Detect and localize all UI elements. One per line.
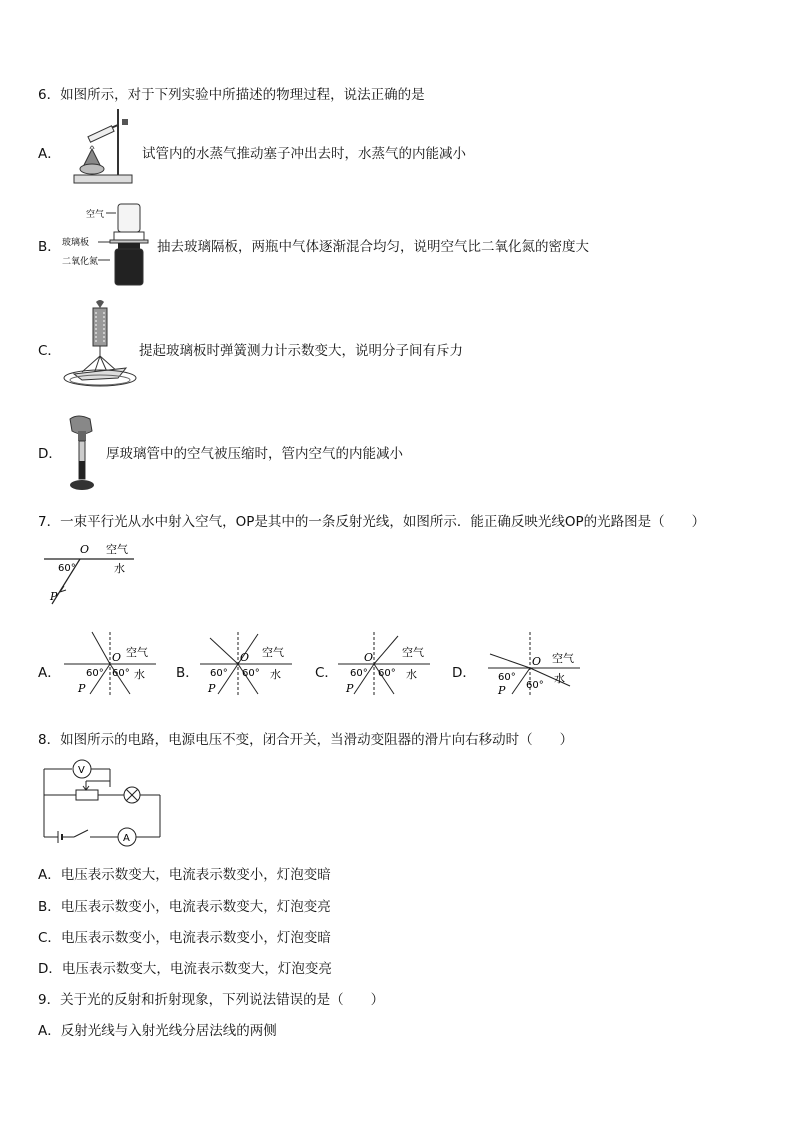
option-8d-letter: D． — [38, 961, 62, 977]
label-p: P — [78, 682, 86, 695]
option-8a-letter: A． — [38, 867, 61, 883]
option-6b-letter: B． — [38, 239, 61, 255]
option-6c-text: 提起玻璃板时弹簧测力计示数变大，说明分子间有斥力 — [139, 343, 463, 359]
option-7a-diagram[interactable] — [60, 628, 160, 698]
option-7b-diagram[interactable] — [196, 628, 296, 698]
label-water: 水 — [114, 562, 125, 575]
label-water: 水 — [270, 668, 281, 681]
label-glass-plate: 玻璃板 — [62, 238, 90, 248]
label-air: 空气 — [126, 646, 148, 659]
label-water: 水 — [406, 668, 417, 681]
label-air: 空气 — [552, 652, 574, 665]
label-angle-left: 60° — [86, 668, 104, 679]
label-angle-left: 60° — [350, 668, 368, 679]
label-air: 空气 — [262, 646, 284, 659]
label-angle-left: 60° — [210, 668, 228, 679]
question-6-stem: 6．如图所示，对于下列实验中所描述的物理过程，说法正确的是 — [38, 87, 425, 103]
option-8d[interactable] — [38, 957, 332, 977]
label-p: P — [346, 682, 354, 695]
label-o: O — [240, 651, 250, 664]
option-7a-letter: A． — [38, 665, 61, 681]
option-6a-letter: A． — [38, 146, 61, 162]
label-air: 空气 — [106, 543, 128, 556]
option-6c-letter: C． — [38, 343, 61, 359]
option-8b-letter: B． — [38, 899, 61, 915]
ammeter-label: A — [123, 833, 130, 844]
question-8-stem: 8．如图所示的电路，电源电压不变，闭合开关，当滑动变阻器的滑片向右移动时（ ） — [38, 732, 574, 748]
voltmeter-label: V — [78, 765, 85, 776]
option-8d-text: 电压表示数变大，电流表示数变大，灯泡变亮 — [61, 961, 332, 977]
option-7d-letter: D． — [452, 665, 476, 681]
test-tube-steam-figure — [70, 105, 140, 187]
option-8c-letter: C． — [38, 930, 61, 946]
label-water: 水 — [554, 672, 565, 685]
reflected-ray-op-figure — [38, 538, 148, 612]
option-9a-text: 反射光线与入射光线分居法线的两侧 — [60, 1023, 277, 1039]
label-o: O — [364, 651, 374, 664]
circuit-diagram — [38, 757, 166, 847]
option-9a[interactable] — [38, 1019, 277, 1039]
label-angle-right: 60° — [526, 680, 544, 691]
label-air: 空气 — [86, 210, 105, 220]
label-angle-left: 60° — [498, 672, 516, 683]
option-8a-text: 电压表示数变大，电流表示数变小，灯泡变暗 — [60, 867, 331, 883]
question-7-stem: 7．一束平行光从水中射入空气，OP是其中的一条反射光线，如图所示．能正确反映光线OP的光路图是（ ） — [38, 514, 706, 530]
label-water: 水 — [134, 668, 145, 681]
label-air: 空气 — [402, 646, 424, 659]
spring-scale-glass-plate-figure — [60, 298, 140, 390]
option-7c-letter: C． — [315, 665, 338, 681]
compressed-air-tube-figure — [64, 415, 104, 495]
question-9-stem: 9．关于光的反射和折射现象，下列说法错误的是（ ） — [38, 992, 385, 1008]
label-p: P — [50, 590, 58, 603]
gas-diffusion-figure — [60, 200, 150, 290]
option-7b-letter: B． — [176, 665, 199, 681]
option-8b-text: 电压表示数变小，电流表示数变大，灯泡变亮 — [60, 899, 331, 915]
option-6d-letter: D． — [38, 446, 62, 462]
option-6d-text: 厚玻璃管中的空气被压缩时，管内空气的内能减小 — [106, 446, 403, 462]
label-p: P — [498, 684, 506, 697]
option-6b-text: 抽去玻璃隔板，两瓶中气体逐渐混合均匀，说明空气比二氧化氮的密度大 — [157, 239, 589, 255]
label-angle-right: 60° — [378, 668, 396, 679]
label-o: O — [80, 543, 90, 556]
label-nitrogen-dioxide: 二氧化氮 — [62, 257, 99, 267]
option-7d-diagram[interactable] — [484, 628, 584, 698]
option-8c-text: 电压表示数变小，电流表示数变小，灯泡变暗 — [60, 930, 331, 946]
option-8a[interactable] — [38, 863, 331, 883]
option-7c-diagram[interactable] — [334, 628, 434, 698]
label-p: P — [208, 682, 216, 695]
label-o: O — [112, 651, 122, 664]
label-angle-right: 60° — [112, 668, 130, 679]
option-8c[interactable] — [38, 926, 331, 946]
option-8b[interactable] — [38, 895, 331, 915]
option-6a-text: 试管内的水蒸气推动塞子冲出去时，水蒸气的内能减小 — [142, 146, 466, 162]
label-o: O — [532, 655, 542, 668]
option-9a-letter: A． — [38, 1023, 61, 1039]
label-angle-60: 60° — [58, 563, 76, 574]
label-angle-right: 60° — [242, 668, 260, 679]
